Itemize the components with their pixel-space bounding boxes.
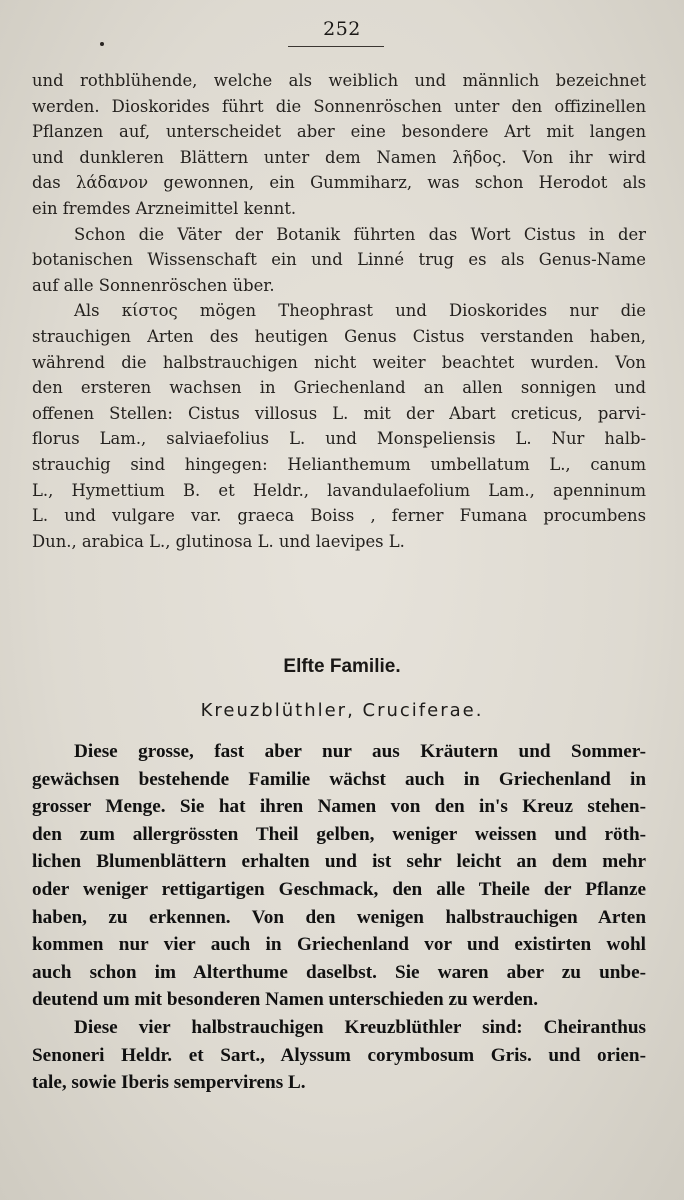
text-line: während die halbstrauchigen nicht weiter beachtet wurden. Von: [32, 352, 646, 372]
paragraph-block-cistaceae: [32, 68, 646, 554]
text-line: ein fremdes Arzneimittel kennt.: [32, 198, 297, 218]
text-line: offenen Stellen: Cistus villosus L. mit der Abart creticus, parvi-: [32, 403, 646, 423]
text-line: den zum allergrössten Theil gelben, weniger weissen und röth-: [32, 823, 646, 845]
text-line: florus Lam., salviaefolius L. und Monspeliensis L. Nur halb-: [32, 429, 646, 449]
text-line: tale, sowie Iberis sempervirens L.: [32, 1072, 306, 1094]
text-line: und dunkleren Blättern unter dem Namen λῆδος. Von ihr wird: [32, 147, 646, 167]
text-line: Dun., arabica L., glutinosa L. und laevipes L.: [32, 531, 405, 551]
text-line: Als κίστος mögen Theophrast und Dioskorides nur die: [74, 301, 646, 321]
section-title: Elfte Familie.: [283, 656, 401, 677]
text-line: auch schon im Alterthume daselbst. Sie waren aber zu unbe-: [32, 961, 646, 983]
text-line: Schon die Väter der Botanik führten das Wort Cistus in der: [74, 224, 646, 244]
paragraph-block-cruciferae: [32, 738, 646, 1097]
text-line: auf alle Sonnenröschen über.: [32, 275, 275, 295]
text-line: lichen Blumenblättern erhalten und ist sehr leicht an dem mehr: [32, 851, 646, 873]
text-line: botanischen Wissenschaft ein und Linné trug es als Genus-Name: [32, 250, 646, 270]
ink-speck: [100, 42, 104, 46]
text-line: werden. Dioskorides führt die Sonnenröschen unter den offizinellen: [32, 96, 646, 116]
text-line: gewächsen bestehende Familie wächst auch in Griechenland in: [32, 768, 646, 790]
text-line: oder weniger rettigartigen Geschmack, den alle Theile der Pflanze: [32, 878, 646, 900]
text-line: Pflanzen auf, unterscheidet aber eine besondere Art mit langen: [32, 122, 646, 142]
text-line: Diese vier halbstrauchigen Kreuzblüthler sind: Cheiranthus: [74, 1016, 646, 1038]
text-line: Diese grosse, fast aber nur aus Kräutern und Sommer-: [74, 741, 646, 762]
text-line: Senoneri Heldr. et Sart., Alyssum corymbosum Gris. und orien-: [32, 1044, 646, 1066]
text-line: strauchig sind hingegen: Helianthemum umbellatum L., canum: [32, 454, 646, 474]
text-line: grosser Menge. Sie hat ihren Namen von den in's Kreuz stehen-: [32, 796, 646, 818]
text-line: L., Hymettium B. et Heldr., lavandulaefolium Lam., apenninum: [32, 480, 646, 500]
text-line: das λάδανον gewonnen, ein Gummiharz, was schon Herodot als: [32, 173, 646, 193]
text-line: kommen nur vier auch in Griechenland vor und existirten wohl: [32, 934, 646, 956]
page-number-rule: [288, 46, 384, 47]
page-number: 252: [323, 18, 361, 40]
text-line: strauchigen Arten des heutigen Genus Cistus verstanden haben,: [32, 326, 646, 346]
text-line: haben, zu erkennen. Von den wenigen halbstrauchigen Arten: [32, 906, 646, 928]
text-line: und rothblühende, welche als weiblich und männlich bezeichnet: [32, 71, 646, 90]
text-line: L. und vulgare var. graeca Boiss , ferner Fumana procumbens: [32, 506, 646, 526]
section-subtitle: Kreuzblüthler, Cruciferae.: [200, 700, 484, 721]
text-line: den ersteren wachsen in Griechenland an allen sonnigen und: [32, 378, 646, 398]
text-line: deutend um mit besonderen Namen unterschieden zu werden.: [32, 989, 538, 1011]
